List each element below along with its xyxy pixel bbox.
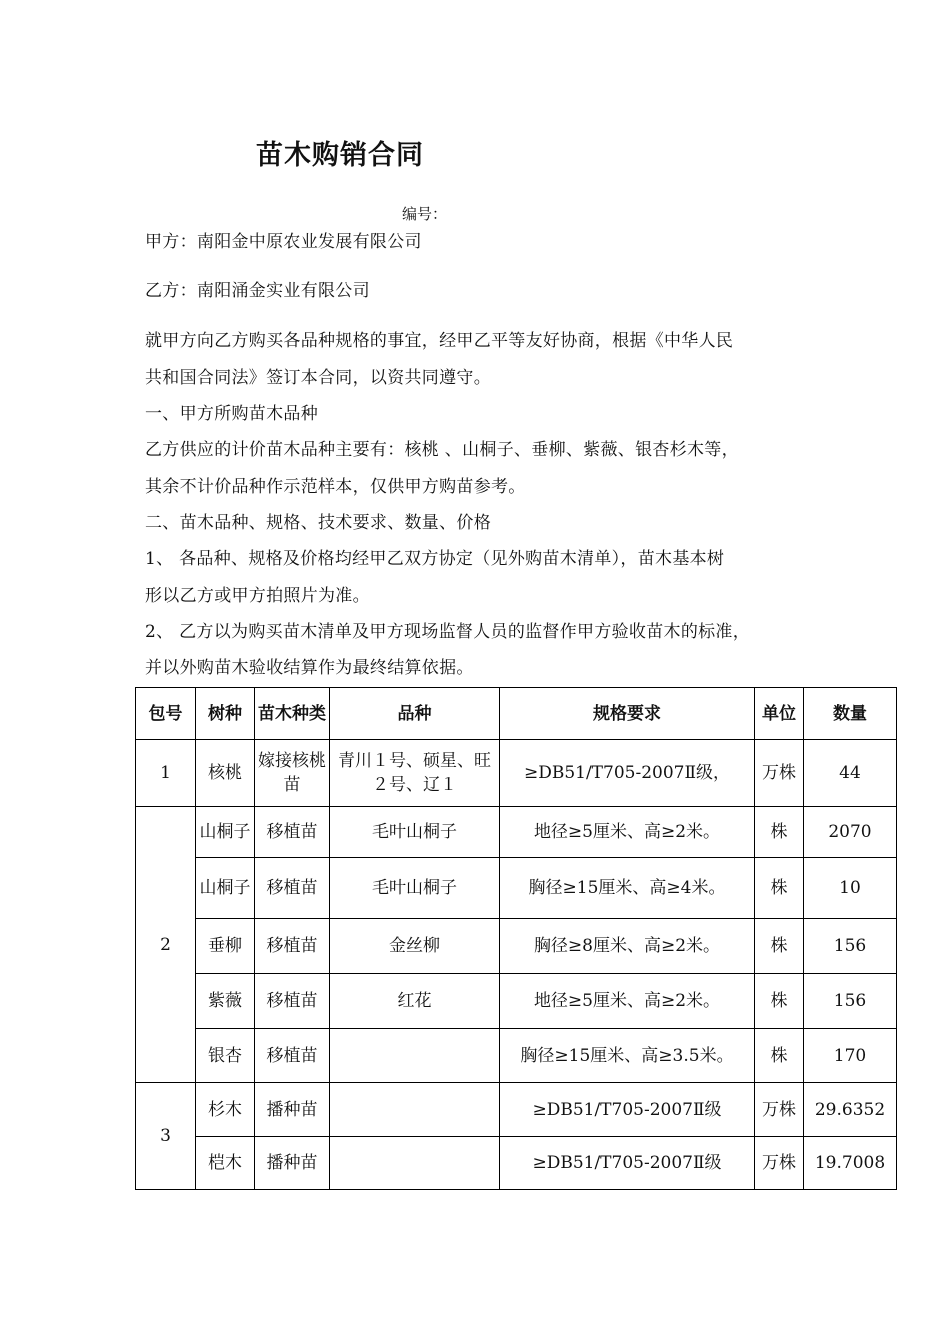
spec-cell: 胸径≥8厘米、高≥2米。 xyxy=(500,919,755,974)
type-cell: 播种苗 xyxy=(255,1083,330,1137)
table-row xyxy=(136,919,897,974)
type-cell: 嫁接核桃苗 xyxy=(255,740,330,807)
paragraph-line: 就甲方向乙方购买各品种规格的事宜，经甲乙平等友好协商，根据《中华人民 xyxy=(145,331,734,351)
type-cell: 播种苗 xyxy=(255,1137,330,1190)
header-cell: 包号 xyxy=(136,688,196,740)
variety-cell: 毛叶山桐子 xyxy=(330,858,500,919)
table-row xyxy=(136,858,897,919)
species-cell: 垂柳 xyxy=(196,919,255,974)
quantity-cell: 44 xyxy=(804,740,897,807)
table-row xyxy=(136,740,897,807)
species-cell: 山桐子 xyxy=(196,858,255,919)
header-cell: 单位 xyxy=(755,688,804,740)
type-cell: 移植苗 xyxy=(255,974,330,1029)
paragraph-line: 1、 各品种、规格及价格均经甲乙双方协定（见外购苗木清单），苗木基本树 xyxy=(145,549,725,569)
unit-cell: 万株 xyxy=(755,740,804,807)
header-cell: 苗木种类 xyxy=(255,688,330,740)
spec-cell: 地径≥5厘米、高≥2米。 xyxy=(500,807,755,858)
quantity-cell: 156 xyxy=(804,919,897,974)
variety-cell xyxy=(330,1083,500,1137)
section-heading: 一、甲方所购苗木品种 xyxy=(145,404,318,424)
package-cell: 3 xyxy=(136,1083,196,1190)
variety-cell: 金丝柳 xyxy=(330,919,500,974)
type-cell: 移植苗 xyxy=(255,1029,330,1083)
paragraph-line: 2、 乙方以为购买苗木清单及甲方现场监督人员的监督作甲方验收苗木的标准， xyxy=(145,622,751,642)
package-cell: 1 xyxy=(136,740,196,807)
document-title: 苗木购销合同 xyxy=(256,140,424,171)
species-cell: 银杏 xyxy=(196,1029,255,1083)
spec-cell: 地径≥5厘米、高≥2米。 xyxy=(500,974,755,1029)
table-row xyxy=(136,1083,897,1137)
variety-cell: 红花 xyxy=(330,974,500,1029)
header-cell: 规格要求 xyxy=(500,688,755,740)
paragraph-line: 形以乙方或甲方拍照片为准。 xyxy=(145,586,370,606)
contract-number-label: 编号： xyxy=(402,205,448,223)
quantity-cell: 10 xyxy=(804,858,897,919)
species-cell: 桤木 xyxy=(196,1137,255,1190)
seedling-table xyxy=(135,687,897,1190)
unit-cell: 株 xyxy=(755,974,804,1029)
type-cell: 移植苗 xyxy=(255,807,330,858)
party-b: 乙方：南阳涌金实业有限公司 xyxy=(145,281,370,301)
spec-cell: ≥DB51/T705-2007Ⅱ级 xyxy=(500,1137,755,1190)
paragraph-line: 共和国合同法》签订本合同，以资共同遵守。 xyxy=(145,368,491,388)
spec-cell: 胸径≥15厘米、高≥3.5米。 xyxy=(500,1029,755,1083)
quantity-cell: 170 xyxy=(804,1029,897,1083)
paragraph-line: 其余不计价品种作示范样本，仅供甲方购苗参考。 xyxy=(145,477,526,497)
party-a: 甲方：南阳金中原农业发展有限公司 xyxy=(145,232,422,252)
variety-cell xyxy=(330,1029,500,1083)
spec-cell: ≥DB51/T705-2007Ⅱ级， xyxy=(500,740,755,807)
species-cell: 山桐子 xyxy=(196,807,255,858)
type-cell: 移植苗 xyxy=(255,919,330,974)
table-header-row xyxy=(136,688,897,740)
unit-cell: 万株 xyxy=(755,1137,804,1190)
unit-cell: 万株 xyxy=(755,1083,804,1137)
unit-cell: 株 xyxy=(755,919,804,974)
package-cell: 2 xyxy=(136,807,196,1083)
quantity-cell: 2070 xyxy=(804,807,897,858)
species-cell: 紫薇 xyxy=(196,974,255,1029)
variety-cell xyxy=(330,1137,500,1190)
header-cell: 品种 xyxy=(330,688,500,740)
spec-cell: 胸径≥15厘米、高≥4米。 xyxy=(500,858,755,919)
type-cell: 移植苗 xyxy=(255,858,330,919)
section-heading: 二、苗木品种、规格、技术要求、数量、价格 xyxy=(145,513,491,533)
unit-cell: 株 xyxy=(755,1029,804,1083)
variety-cell: 毛叶山桐子 xyxy=(330,807,500,858)
quantity-cell: 29.6352 xyxy=(804,1083,897,1137)
species-cell: 杉木 xyxy=(196,1083,255,1137)
table-row xyxy=(136,1137,897,1190)
quantity-cell: 19.7008 xyxy=(804,1137,897,1190)
variety-cell: 青川１号、硕星、旺２号、辽１ xyxy=(330,740,500,807)
unit-cell: 株 xyxy=(755,858,804,919)
unit-cell: 株 xyxy=(755,807,804,858)
header-cell: 数量 xyxy=(804,688,897,740)
quantity-cell: 156 xyxy=(804,974,897,1029)
paragraph-line: 乙方供应的计价苗木品种主要有：核桃 、山桐子、垂柳、紫薇、银杏杉木等， xyxy=(145,440,739,460)
table-row xyxy=(136,1029,897,1083)
spec-cell: ≥DB51/T705-2007Ⅱ级 xyxy=(500,1083,755,1137)
table-row xyxy=(136,807,897,858)
species-cell: 核桃 xyxy=(196,740,255,807)
header-cell: 树种 xyxy=(196,688,255,740)
table-row xyxy=(136,974,897,1029)
paragraph-line: 并以外购苗木验收结算作为最终结算依据。 xyxy=(145,658,474,678)
